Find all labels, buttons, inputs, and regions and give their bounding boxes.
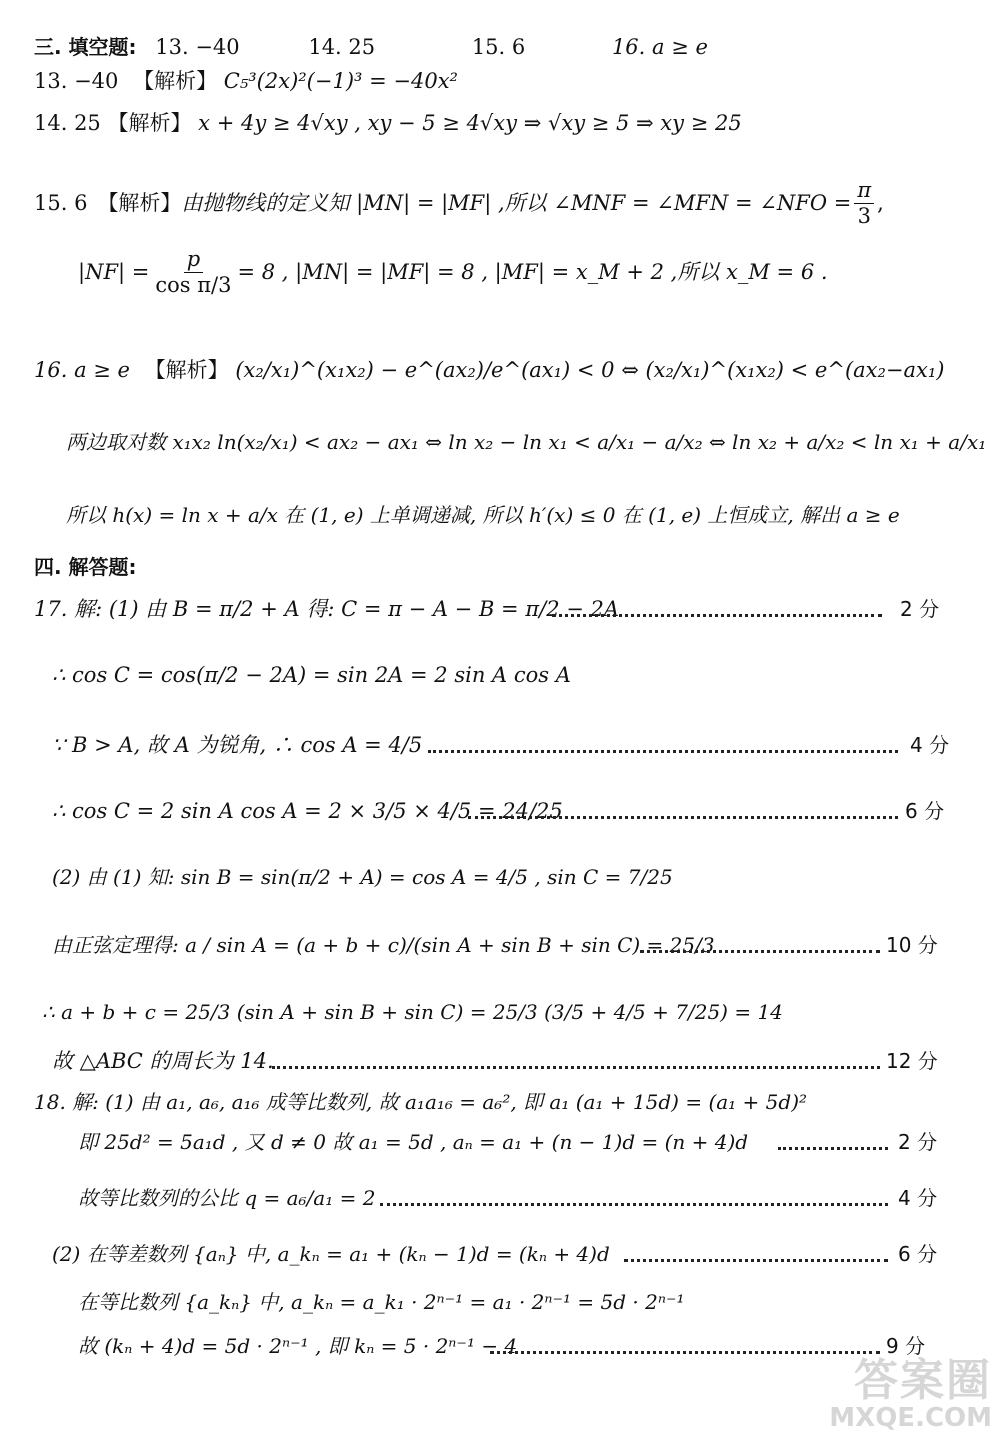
q18-step-5: 在等比数列 {a_kₙ} 中, a_kₙ = a_k₁ · 2ⁿ⁻¹ = a₁ · 2ⁿ⁻¹ = 5d · 2ⁿ⁻¹ bbox=[78, 1290, 685, 1314]
q17-line-6 bbox=[52, 930, 715, 960]
q18-line-6 bbox=[78, 1331, 517, 1361]
q17-step-4: ∴ cos C = 2 sin A cos A = 2 × 3/5 × 4/5 = 24/25 bbox=[52, 799, 563, 823]
q15-number: 15. 6 bbox=[34, 191, 88, 215]
answer-14: 14. 25 bbox=[308, 35, 376, 59]
q16-line-1 bbox=[34, 355, 945, 385]
answer-15: 15. 6 bbox=[471, 35, 526, 59]
q16-inequality: (x₂/x₁)^(x₁x₂) − e^(ax₂)/e^(ax₁) < 0 ⇔ (x₂/x₁)^(x₁x₂) < e^(ax₂−ax₁) bbox=[235, 358, 945, 382]
q18-line-4 bbox=[52, 1239, 610, 1269]
q18-step-4: (2) 在等差数列 {aₙ} 中, a_kₙ = a₁ + (kₙ − 1)d = (kₙ + 4)d bbox=[52, 1242, 610, 1266]
q16-number: 16. a ≥ e bbox=[34, 358, 130, 382]
q13-number: 13. −40 bbox=[34, 69, 119, 93]
q18-score-2: 4 分 bbox=[898, 1186, 938, 1210]
q15-comma: , bbox=[877, 191, 884, 215]
answer-13: 13. −40 bbox=[155, 35, 240, 59]
q17-line-1 bbox=[34, 594, 619, 624]
q17-dots-2 bbox=[428, 750, 898, 753]
q15-text-1: 由抛物线的定义知 |MN| = |MF| ,所以 ∠MNF = ∠MFN = ∠NFO = bbox=[181, 191, 852, 215]
watermark-site: MXQE.COM bbox=[829, 1403, 992, 1433]
q13-line bbox=[34, 66, 458, 96]
q18-score-3: 6 分 bbox=[898, 1242, 938, 1266]
q17-line-7 bbox=[42, 997, 783, 1027]
q18-line-2 bbox=[78, 1127, 748, 1157]
q15-line-2 bbox=[78, 242, 828, 302]
q17-dots-5 bbox=[272, 1066, 880, 1069]
q15-line-1 bbox=[34, 178, 884, 228]
watermark bbox=[829, 1355, 992, 1433]
q17-line-5 bbox=[52, 862, 673, 892]
q18-line-1 bbox=[34, 1087, 807, 1117]
q17-step-6: 由正弦定理得: a / sin A = (a + b + c)/(sin A + sin B + sin C) = 25/3 bbox=[52, 933, 715, 957]
q17-step-2: ∴ cos C = cos(π/2 − 2A) = sin 2A = 2 sin A cos A bbox=[52, 663, 571, 687]
q18-line-5 bbox=[78, 1287, 685, 1317]
q15-tag: 【解析】 bbox=[97, 191, 182, 215]
q18-step-2: 即 25d² = 5a₁d , 又 d ≠ 0 故 a₁ = 5d , aₙ = a₁ + (n − 1)d = (n + 4)d bbox=[78, 1130, 749, 1154]
q18-line-3 bbox=[78, 1183, 375, 1213]
q17-line-8 bbox=[52, 1046, 274, 1076]
q17-score-2: 4 分 bbox=[910, 733, 950, 757]
watermark-logo-text: 答案圈 bbox=[854, 1355, 992, 1406]
q18-step-6: 故 (kₙ + 4)d = 5d · 2ⁿ⁻¹ , 即 kₙ = 5 · 2ⁿ⁻¹ − 4 bbox=[78, 1334, 518, 1358]
q18-dots-2 bbox=[380, 1203, 888, 1206]
q16-line-2 bbox=[66, 427, 986, 457]
q18-score-4: 9 分 bbox=[886, 1334, 926, 1358]
q17-dots-4 bbox=[640, 950, 880, 953]
q17-step-1: 17. 解: (1) 由 B = π/2 + A 得: C = π − A − B = π/2 − 2A bbox=[34, 597, 620, 621]
q13-expression: C₅³(2x)²(−1)³ = −40x² bbox=[223, 69, 458, 93]
answer-16: 16. a ≥ e bbox=[611, 35, 708, 59]
q15-nf: |NF| = bbox=[78, 260, 150, 284]
q17-score-3: 6 分 bbox=[905, 799, 945, 823]
q17-score-1: 2 分 bbox=[900, 597, 940, 621]
q18-dots-4 bbox=[490, 1351, 880, 1354]
q17-step-5: (2) 由 (1) 知: sin B = sin(π/2 + A) = cos A = 4/5 , sin C = 7/25 bbox=[52, 865, 673, 889]
q18-score-1: 2 分 bbox=[898, 1130, 938, 1154]
q17-step-3: ∵ B > A, 故 A 为锐角, ∴ cos A = 4/5 bbox=[52, 733, 423, 757]
q18-step-3: 故等比数列的公比 q = a₆/a₁ = 2 bbox=[78, 1186, 376, 1210]
q17-step-7: ∴ a + b + c = 25/3 (sin A + sin B + sin C) = 25/3 (3/5 + 4/5 + 7/25) = 14 bbox=[42, 1000, 783, 1024]
q14-expression: x + 4y ≥ 4√xy , xy − 5 ≥ 4√xy ⇒ √xy ≥ 5 ⇒ xy ≥ 25 bbox=[198, 111, 742, 135]
q17-dots-3 bbox=[468, 816, 898, 819]
section-3-header bbox=[34, 32, 708, 62]
q14-line bbox=[34, 108, 742, 138]
section-4-header bbox=[34, 552, 137, 582]
q17-dots-1 bbox=[552, 614, 882, 617]
q15-fraction-pi-3: $\frac{\pi}{3}$ bbox=[854, 178, 874, 227]
q17-line-3 bbox=[52, 730, 422, 760]
q17-score-5: 12 分 bbox=[886, 1049, 938, 1073]
q18-dots-1 bbox=[778, 1147, 888, 1150]
q18-dots-3 bbox=[624, 1259, 888, 1262]
q15-fraction-p-cos: $\frac{p}{\text{cos π/3}}$ bbox=[155, 247, 232, 297]
q16-tag: 【解析】 bbox=[144, 358, 229, 382]
q13-tag: 【解析】 bbox=[133, 69, 218, 93]
q15-text-2: = 8 , |MN| = |MF| = 8 , |MF| = x_M + 2 ,所以 x_M = 6 . bbox=[237, 260, 828, 284]
section-3-title: 三. 填空题: bbox=[34, 35, 137, 59]
q14-tag: 【解析】 bbox=[107, 111, 192, 135]
q17-line-2 bbox=[52, 660, 571, 690]
section-4-title: 四. 解答题: bbox=[34, 555, 137, 579]
q16-line-3 bbox=[66, 500, 900, 530]
q14-number: 14. 25 bbox=[34, 111, 101, 135]
q17-perimeter: 故 △ABC 的周长为 14. bbox=[52, 1049, 274, 1073]
q17-score-4: 10 分 bbox=[886, 933, 938, 957]
q16-conclusion: 所以 h(x) = ln x + a/x 在 (1, e) 上单调递减, 所以 h′(x) ≤ 0 在 (1, e) 上恒成立, 解出 a ≥ e bbox=[66, 503, 900, 527]
q17-line-4 bbox=[52, 796, 563, 826]
q16-log-step: 两边取对数 x₁x₂ ln(x₂/x₁) < ax₂ − ax₁ ⇔ ln x₂ − ln x₁ < a/x₁ − a/x₂ ⇔ ln x₂ + a/x₂ < ln x₁ + a/x₁ bbox=[66, 430, 987, 454]
q18-step-1: 18. 解: (1) 由 a₁, a₆, a₁₆ 成等比数列, 故 a₁a₁₆ = a₆², 即 a₁ (a₁ + 15d) = (a₁ + 5d)² bbox=[34, 1090, 808, 1114]
